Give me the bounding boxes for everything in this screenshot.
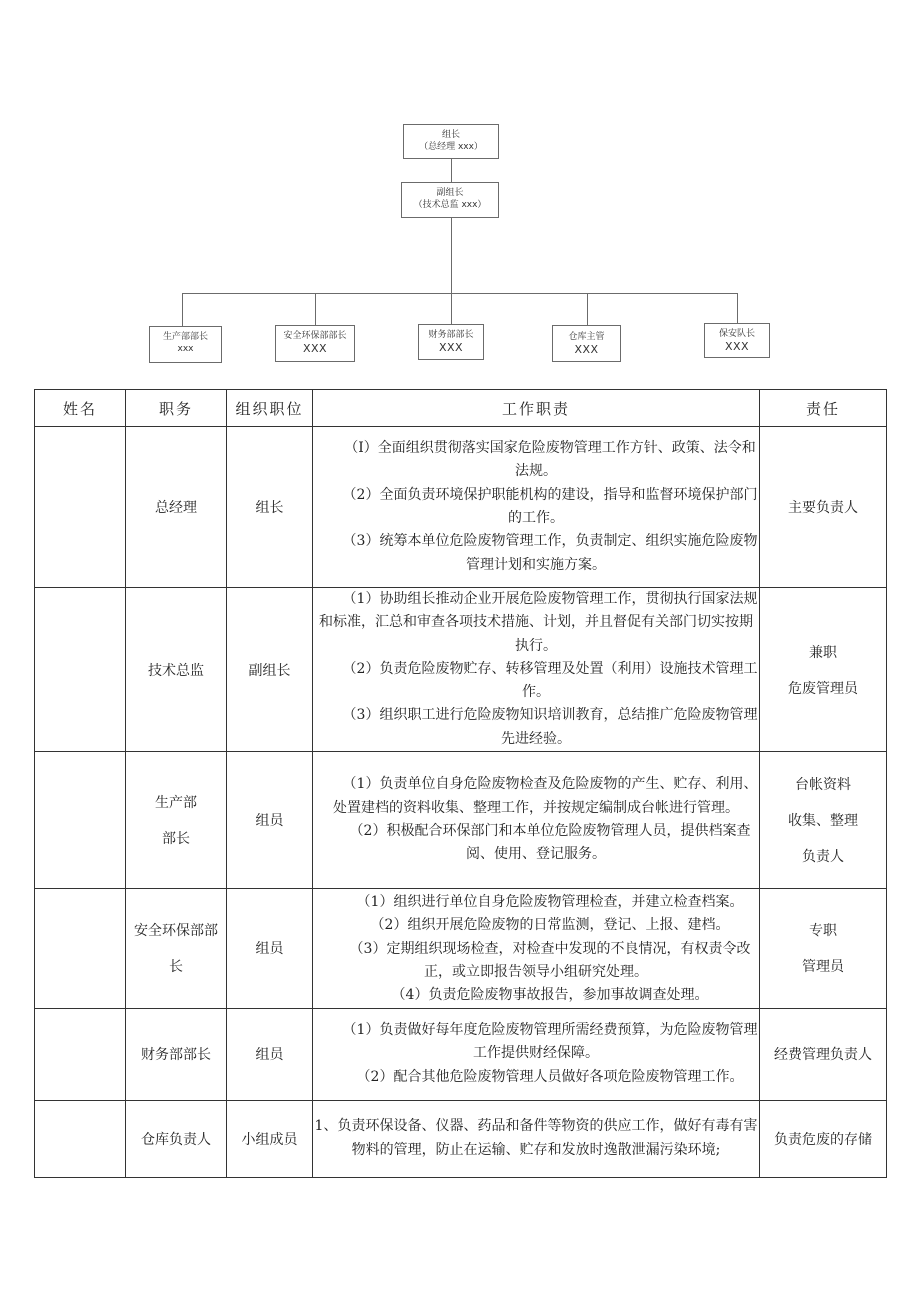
duty-item: 1、负责环保设备、仪器、药品和备件等物资的供应工作，做好有毒有害物料的管理，防止在运输、贮存和发放时逸散泄漏污染环境; xyxy=(314,1118,758,1158)
connector-member-3 xyxy=(451,293,452,325)
position-line: 财务部部长 xyxy=(141,1047,211,1064)
org-member-name: XXX xyxy=(302,342,328,355)
position-line: 部长 xyxy=(162,831,190,848)
org-box-finance xyxy=(418,324,484,360)
org-box-deputy xyxy=(401,182,499,218)
cell-org-role: 小组成员 xyxy=(227,1100,313,1177)
duty-item: （1）组织进行单位自身危险废物管理检查，并建立检查档案。 xyxy=(356,894,744,911)
header-org-role: 组织职位 xyxy=(227,390,313,427)
duty-item: （2）配合其他危险废物管理人员做好各项危险废物管理工作。 xyxy=(356,1068,744,1085)
responsibility-line: 主要负责人 xyxy=(788,500,858,516)
position-line: 安全环保部部 xyxy=(134,923,218,940)
table-row xyxy=(35,1100,887,1177)
cell-responsibility xyxy=(760,427,887,588)
cell-duties xyxy=(313,1008,760,1100)
cell-org-role: 组员 xyxy=(227,889,313,1008)
position-line: 长 xyxy=(169,959,183,976)
cell-name xyxy=(35,1100,126,1177)
duty-item: （3）组织职工进行危险废物知识培训教育，总结推广危险废物管理先进经验。 xyxy=(342,707,758,747)
cell-duties xyxy=(313,427,760,588)
org-member-title: 仓库主管 xyxy=(568,332,605,342)
position-line: 总经理 xyxy=(155,500,197,516)
cell-responsibility xyxy=(760,1100,887,1177)
org-member-name: XXX xyxy=(438,341,464,354)
table-header-row xyxy=(35,390,887,427)
org-member-name: XXX xyxy=(574,343,599,356)
cell-name xyxy=(35,427,126,588)
connector-deputy-trunk xyxy=(451,218,452,294)
org-box-production xyxy=(149,326,222,363)
table-row xyxy=(35,588,887,752)
responsibility-line: 经费管理负责人 xyxy=(774,1047,872,1064)
cell-position xyxy=(126,588,227,752)
cell-name xyxy=(35,752,126,889)
org-member-title: 财务部部长 xyxy=(428,330,474,340)
cell-responsibility xyxy=(760,752,887,889)
org-box-security xyxy=(704,323,770,358)
connector-member-2 xyxy=(315,293,316,326)
org-deputy-sub: （技术总监 xxx） xyxy=(413,200,487,210)
connector-leader-deputy xyxy=(451,159,452,182)
cell-position xyxy=(126,752,227,889)
duty-item: （2）积极配合环保部门和本单位危险废物管理人员，提供档案查阅、使用、登记服务。 xyxy=(349,823,751,863)
org-member-title: 生产部部长 xyxy=(162,332,208,342)
table-row xyxy=(35,889,887,1008)
header-position: 职务 xyxy=(126,390,227,427)
responsibility-line: 管理员 xyxy=(802,959,844,976)
table-row xyxy=(35,752,887,889)
org-leader-sub: （总经理 xxx） xyxy=(419,142,483,152)
cell-name xyxy=(35,588,126,752)
org-member-title: 安全环保部部长 xyxy=(283,331,347,341)
cell-org-role: 组长 xyxy=(227,427,313,588)
org-chart xyxy=(0,0,920,380)
position-line: 仓库负责人 xyxy=(141,1131,211,1148)
responsibility-line: 危废管理员 xyxy=(788,680,858,697)
cell-duties xyxy=(313,889,760,1008)
responsibility-line: 专职 xyxy=(809,923,837,940)
org-box-safety xyxy=(275,325,355,362)
cell-org-role: 组员 xyxy=(227,1008,313,1100)
responsibility-line: 兼职 xyxy=(809,644,837,661)
table-row xyxy=(35,1008,887,1100)
org-box-warehouse xyxy=(552,325,621,362)
org-member-name: xxx xyxy=(177,344,194,354)
org-box-leader xyxy=(403,124,499,159)
connector-horizontal-bus xyxy=(182,293,738,294)
cell-duties xyxy=(313,1100,760,1177)
position-line: 技术总监 xyxy=(148,662,204,679)
duty-table xyxy=(34,389,887,1178)
connector-member-4 xyxy=(587,293,588,326)
cell-responsibility xyxy=(760,1008,887,1100)
responsibility-line: 负责危废的存储 xyxy=(774,1131,872,1148)
duty-item: （1）负责做好每年度危险废物管理所需经费预算，为危险废物管理工作提供财经保障。 xyxy=(342,1022,758,1062)
cell-duties xyxy=(313,588,760,752)
responsibility-line: 收集、整理 xyxy=(788,813,858,830)
responsibility-line: 负责人 xyxy=(802,849,844,866)
cell-position xyxy=(126,1008,227,1100)
responsibility-line: 台帐资料 xyxy=(795,777,851,794)
duty-item: （2）全面负责环境保护职能机构的建设，指导和监督环境保护部门的工作。 xyxy=(342,486,758,526)
cell-org-role: 组员 xyxy=(227,752,313,889)
connector-member-5 xyxy=(737,293,738,323)
duty-item: （1）协助组长推动企业开展危险废物管理工作，贯彻执行国家法规和标准，汇总和审查各项技术措施、计划，并且督促有关部门切实按期执行。 xyxy=(319,591,758,654)
cell-responsibility xyxy=(760,588,887,752)
duty-item: （4）负责危险废物事故报告，参加事故调查处理。 xyxy=(391,987,709,1004)
duty-item: （2）组织开展危险废物的日常监测，登记、上报、建档。 xyxy=(370,917,730,934)
duty-item: （3）定期组织现场检查，对检查中发现的不良情况，有权责令改正，或立即报告领导小组研究处理。 xyxy=(349,940,751,980)
org-member-title: 保安队长 xyxy=(718,329,755,339)
cell-duties xyxy=(313,752,760,889)
position-line: 生产部 xyxy=(155,795,197,812)
header-name: 姓名 xyxy=(35,390,126,427)
header-responsibility: 责任 xyxy=(760,390,887,427)
duty-item: （I）全面组织贯彻落实国家危险废物管理工作方针、政策、法令和法规。 xyxy=(344,440,756,480)
duty-item: （3）统筹本单位危险废物管理工作，负责制定、组织实施危险废物管理计划和实施方案。 xyxy=(342,533,758,573)
org-leader-title: 组长 xyxy=(441,130,460,140)
header-duties: 工作职责 xyxy=(313,390,760,427)
cell-position xyxy=(126,889,227,1008)
org-member-name: XXX xyxy=(724,340,750,353)
org-deputy-title: 副组长 xyxy=(436,188,464,198)
connector-member-1 xyxy=(182,293,183,327)
cell-org-role: 副组长 xyxy=(227,588,313,752)
cell-name xyxy=(35,889,126,1008)
cell-name xyxy=(35,1008,126,1100)
cell-position xyxy=(126,1100,227,1177)
cell-responsibility xyxy=(760,889,887,1008)
cell-position xyxy=(126,427,227,588)
table-row xyxy=(35,427,887,588)
duty-item: （1）负责单位自身危险废物检查及危险废物的产生、贮存、利用、处置建档的资料收集、整理工作，并按规定编制成台帐进行管理。 xyxy=(333,776,758,816)
duty-item: （2）负责危险废物贮存、转移管理及处置（利用）设施技术管理工作。 xyxy=(342,660,758,701)
